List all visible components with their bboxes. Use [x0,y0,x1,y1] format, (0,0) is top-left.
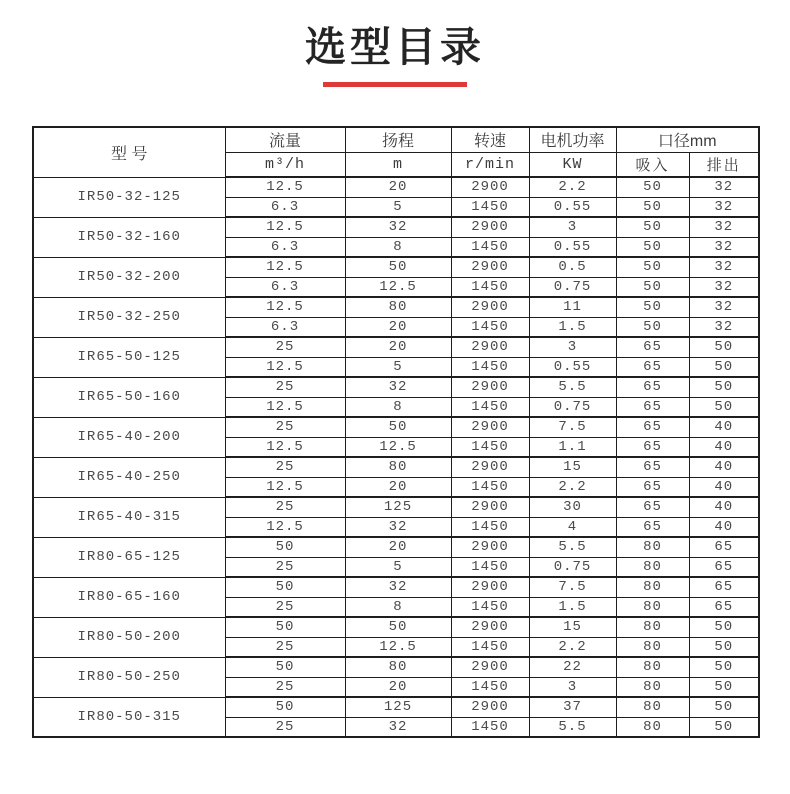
suction-cell: 50 [616,317,689,337]
power-cell: 0.75 [529,277,616,297]
flow-cell: 12.5 [225,217,345,237]
table-row [33,257,759,277]
speed-cell: 1450 [451,277,529,297]
model-cell: IR65-40-200 [33,417,225,457]
power-cell: 1.5 [529,597,616,617]
suction-cell: 65 [616,357,689,377]
speed-cell: 2900 [451,297,529,317]
head-cell: 20 [345,677,451,697]
discharge-cell: 50 [689,717,759,737]
table-row [33,577,759,597]
power-cell: 3 [529,217,616,237]
discharge-cell: 50 [689,657,759,677]
suction-cell: 80 [616,577,689,597]
power-cell: 0.5 [529,257,616,277]
power-cell: 4 [529,517,616,537]
power-cell: 2.2 [529,177,616,197]
suction-cell: 80 [616,597,689,617]
power-cell: 0.55 [529,197,616,217]
head-cell: 20 [345,537,451,557]
head-cell: 5 [345,357,451,377]
suction-cell: 65 [616,417,689,437]
flow-cell: 25 [225,337,345,357]
discharge-cell: 40 [689,497,759,517]
title-underline [323,82,467,87]
power-cell: 0.75 [529,557,616,577]
power-cell: 2.2 [529,637,616,657]
power-cell: 3 [529,677,616,697]
discharge-cell: 50 [689,337,759,357]
flow-cell: 12.5 [225,517,345,537]
flow-cell: 25 [225,717,345,737]
flow-cell: 12.5 [225,357,345,377]
table-row [33,657,759,677]
flow-cell: 12.5 [225,177,345,197]
discharge-cell: 65 [689,537,759,557]
speed-cell: 1450 [451,357,529,377]
table-row [33,217,759,237]
suction-cell: 50 [616,257,689,277]
power-cell: 37 [529,697,616,717]
head-cell: 50 [345,257,451,277]
suction-cell: 65 [616,377,689,397]
flow-cell: 50 [225,577,345,597]
suction-cell: 80 [616,677,689,697]
speed-cell: 1450 [451,717,529,737]
unit-flow: m³/h [225,152,345,177]
discharge-cell: 50 [689,357,759,377]
unit-head: m [345,152,451,177]
flow-cell: 25 [225,417,345,437]
model-cell: IR50-32-200 [33,257,225,297]
model-cell: IR80-50-250 [33,657,225,697]
speed-cell: 1450 [451,557,529,577]
table-row [33,377,759,397]
suction-cell: 80 [616,657,689,677]
suction-cell: 80 [616,617,689,637]
suction-cell: 50 [616,297,689,317]
speed-cell: 1450 [451,517,529,537]
col-header-suction: 吸入 [616,152,689,177]
model-cell: IR65-50-160 [33,377,225,417]
suction-cell: 80 [616,637,689,657]
model-cell: IR50-32-250 [33,297,225,337]
head-cell: 8 [345,237,451,257]
head-cell: 32 [345,377,451,397]
suction-cell: 65 [616,497,689,517]
head-cell: 20 [345,177,451,197]
discharge-cell: 32 [689,217,759,237]
suction-cell: 65 [616,397,689,417]
power-cell: 22 [529,657,616,677]
col-header-model: 型 号 [33,127,225,177]
head-cell: 125 [345,497,451,517]
flow-cell: 25 [225,457,345,477]
flow-cell: 25 [225,597,345,617]
flow-cell: 25 [225,637,345,657]
power-cell: 11 [529,297,616,317]
pump-table-body [33,177,759,737]
suction-cell: 80 [616,717,689,737]
suction-cell: 80 [616,697,689,717]
head-cell: 32 [345,517,451,537]
speed-cell: 2900 [451,537,529,557]
head-cell: 80 [345,297,451,317]
suction-cell: 65 [616,517,689,537]
discharge-cell: 40 [689,517,759,537]
speed-cell: 1450 [451,317,529,337]
speed-cell: 2900 [451,337,529,357]
flow-cell: 50 [225,697,345,717]
table-row [33,417,759,437]
flow-cell: 50 [225,617,345,637]
power-cell: 2.2 [529,477,616,497]
speed-cell: 2900 [451,617,529,637]
head-cell: 125 [345,697,451,717]
suction-cell: 50 [616,177,689,197]
discharge-cell: 32 [689,257,759,277]
suction-cell: 65 [616,437,689,457]
head-cell: 50 [345,617,451,637]
flow-cell: 25 [225,557,345,577]
pump-selection-table [32,126,760,738]
speed-cell: 1450 [451,237,529,257]
col-header-discharge: 排出 [689,152,759,177]
suction-cell: 50 [616,277,689,297]
model-cell: IR80-50-315 [33,697,225,737]
page-title: 选型目录 [305,23,485,71]
flow-cell: 12.5 [225,257,345,277]
discharge-cell: 40 [689,417,759,437]
flow-cell: 12.5 [225,297,345,317]
discharge-cell: 50 [689,697,759,717]
head-cell: 5 [345,197,451,217]
flow-cell: 6.3 [225,197,345,217]
speed-cell: 2900 [451,177,529,197]
discharge-cell: 32 [689,197,759,217]
power-cell: 0.55 [529,237,616,257]
power-cell: 30 [529,497,616,517]
power-cell: 7.5 [529,577,616,597]
flow-cell: 6.3 [225,277,345,297]
col-header-flow: 流量 [225,127,345,152]
discharge-cell: 32 [689,177,759,197]
head-cell: 32 [345,717,451,737]
flow-cell: 50 [225,537,345,557]
head-cell: 80 [345,457,451,477]
suction-cell: 50 [616,237,689,257]
discharge-cell: 40 [689,457,759,477]
speed-cell: 2900 [451,697,529,717]
flow-cell: 25 [225,677,345,697]
col-header-head: 扬程 [345,127,451,152]
suction-cell: 65 [616,337,689,357]
head-cell: 50 [345,417,451,437]
power-cell: 7.5 [529,417,616,437]
table-row [33,697,759,717]
head-cell: 12.5 [345,277,451,297]
speed-cell: 2900 [451,657,529,677]
discharge-cell: 50 [689,677,759,697]
discharge-cell: 32 [689,297,759,317]
discharge-cell: 50 [689,617,759,637]
speed-cell: 2900 [451,457,529,477]
power-cell: 1.1 [529,437,616,457]
col-header-bore: 口径mm [616,127,759,152]
speed-cell: 2900 [451,577,529,597]
speed-cell: 1450 [451,397,529,417]
discharge-cell: 40 [689,437,759,457]
head-cell: 8 [345,397,451,417]
flow-cell: 6.3 [225,317,345,337]
discharge-cell: 50 [689,397,759,417]
head-cell: 32 [345,217,451,237]
col-header-power: 电机功率 [529,127,616,152]
table-row [33,297,759,317]
col-header-speed: 转速 [451,127,529,152]
model-cell: IR80-65-125 [33,537,225,577]
table-row [33,337,759,357]
table-row [33,497,759,517]
speed-cell: 2900 [451,417,529,437]
table-row [33,457,759,477]
unit-power: KW [529,152,616,177]
speed-cell: 2900 [451,257,529,277]
speed-cell: 1450 [451,477,529,497]
head-cell: 20 [345,477,451,497]
power-cell: 1.5 [529,317,616,337]
model-cell: IR50-32-160 [33,217,225,257]
speed-cell: 1450 [451,597,529,617]
head-cell: 32 [345,577,451,597]
head-cell: 12.5 [345,437,451,457]
head-cell: 8 [345,597,451,617]
discharge-cell: 40 [689,477,759,497]
power-cell: 5.5 [529,537,616,557]
head-cell: 80 [345,657,451,677]
suction-cell: 80 [616,557,689,577]
discharge-cell: 50 [689,637,759,657]
flow-cell: 6.3 [225,237,345,257]
model-cell: IR65-40-315 [33,497,225,537]
discharge-cell: 32 [689,237,759,257]
power-cell: 15 [529,617,616,637]
model-cell: IR65-50-125 [33,337,225,377]
flow-cell: 25 [225,377,345,397]
discharge-cell: 50 [689,377,759,397]
power-cell: 0.55 [529,357,616,377]
speed-cell: 1450 [451,677,529,697]
table-row [33,177,759,197]
head-cell: 12.5 [345,637,451,657]
speed-cell: 1450 [451,637,529,657]
speed-cell: 2900 [451,217,529,237]
table-row [33,617,759,637]
flow-cell: 50 [225,657,345,677]
flow-cell: 25 [225,497,345,517]
suction-cell: 65 [616,457,689,477]
power-cell: 0.75 [529,397,616,417]
suction-cell: 65 [616,477,689,497]
model-cell: IR50-32-125 [33,177,225,217]
discharge-cell: 65 [689,597,759,617]
power-cell: 5.5 [529,377,616,397]
discharge-cell: 32 [689,277,759,297]
header-row-main [33,127,759,152]
suction-cell: 50 [616,217,689,237]
flow-cell: 12.5 [225,437,345,457]
model-cell: IR80-50-200 [33,617,225,657]
suction-cell: 50 [616,197,689,217]
discharge-cell: 65 [689,557,759,577]
flow-cell: 12.5 [225,397,345,417]
discharge-cell: 32 [689,317,759,337]
speed-cell: 1450 [451,197,529,217]
suction-cell: 80 [616,537,689,557]
speed-cell: 1450 [451,437,529,457]
head-cell: 20 [345,317,451,337]
unit-speed: r/min [451,152,529,177]
model-cell: IR80-65-160 [33,577,225,617]
table-row [33,537,759,557]
discharge-cell: 65 [689,577,759,597]
head-cell: 5 [345,557,451,577]
power-cell: 5.5 [529,717,616,737]
speed-cell: 2900 [451,497,529,517]
model-cell: IR65-40-250 [33,457,225,497]
power-cell: 15 [529,457,616,477]
table-header [33,127,759,177]
head-cell: 20 [345,337,451,357]
power-cell: 3 [529,337,616,357]
speed-cell: 2900 [451,377,529,397]
flow-cell: 12.5 [225,477,345,497]
